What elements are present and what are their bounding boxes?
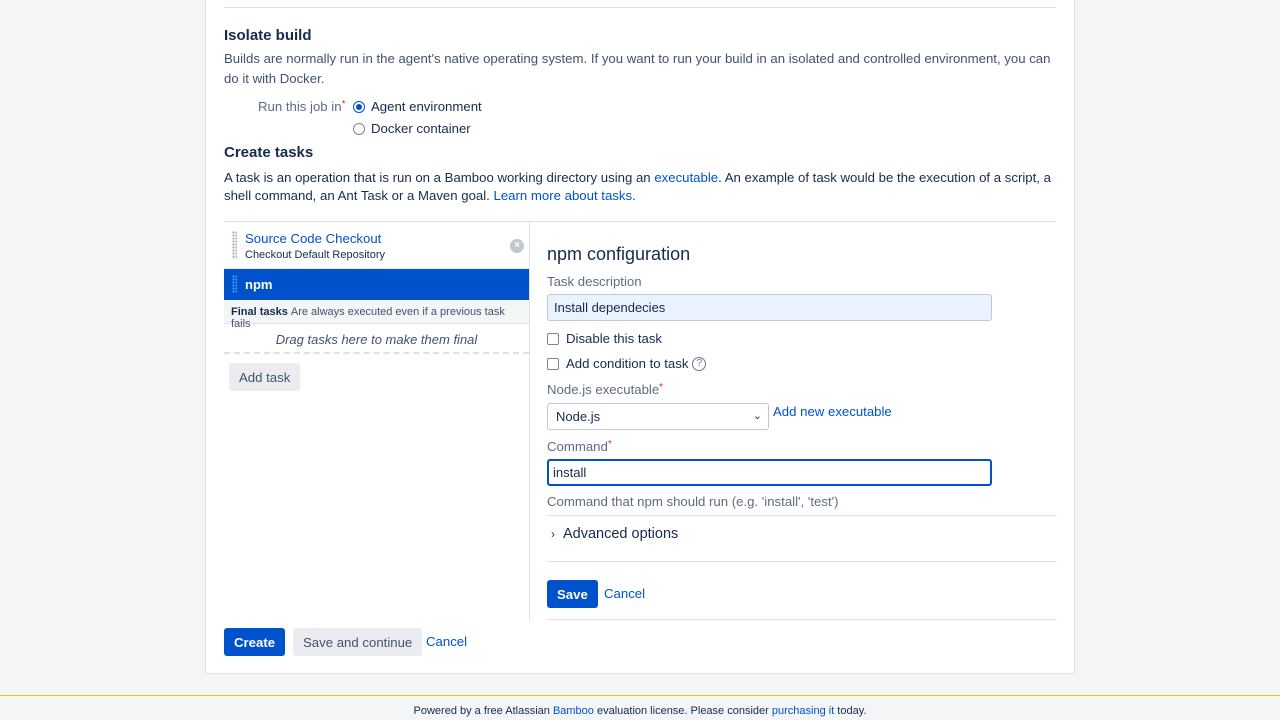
radio-checked-icon[interactable] — [353, 101, 365, 113]
advanced-options-toggle[interactable]: › Advanced options — [551, 526, 679, 542]
learn-more-tasks-link[interactable]: Learn more about tasks — [493, 188, 633, 203]
required-marker: * — [341, 99, 346, 110]
task-name[interactable]: Source Code Checkout — [245, 231, 382, 246]
task-name[interactable]: npm — [245, 277, 273, 292]
drag-handle-icon[interactable] — [232, 275, 237, 293]
section-divider — [547, 619, 1057, 620]
add-condition-checkbox[interactable] — [547, 356, 706, 371]
chevron-right-icon: › — [551, 527, 555, 541]
disable-task-label: Disable this task — [566, 331, 663, 346]
task-item-npm[interactable] — [224, 269, 529, 300]
command-input[interactable]: install — [547, 459, 992, 486]
section-divider — [547, 515, 1057, 516]
task-description-input[interactable]: Install dependecies — [547, 294, 992, 321]
cancel-link[interactable]: Cancel — [426, 634, 468, 649]
section-divider — [224, 7, 1056, 8]
radio-docker-container[interactable] — [353, 121, 471, 136]
task-subtitle: Checkout Default Repository — [245, 249, 386, 261]
isolate-build-heading: Isolate build — [224, 27, 312, 44]
radio-docker-container-label: Docker container — [371, 121, 471, 136]
radio-agent-environment[interactable] — [353, 99, 482, 114]
checkbox-icon[interactable] — [547, 333, 559, 345]
disable-task-checkbox[interactable] — [547, 331, 662, 346]
section-divider — [547, 561, 1057, 562]
job-form-panel — [205, 0, 1075, 674]
run-job-in-label: Run this job in* — [258, 99, 346, 114]
checkbox-icon[interactable] — [547, 358, 559, 370]
chevron-down-icon: ⌄ — [752, 410, 762, 422]
drag-handle-icon[interactable] — [232, 231, 237, 259]
radio-agent-environment-label: Agent environment — [371, 99, 482, 114]
nodejs-executable-label: Node.js executable* — [547, 382, 664, 397]
executable-link[interactable]: executable — [654, 170, 719, 185]
save-and-continue-button[interactable]: Save and continue — [293, 628, 422, 656]
final-tasks-drop-zone[interactable]: Drag tasks here to make them final — [224, 324, 529, 354]
add-task-button[interactable]: Add task — [229, 363, 300, 391]
final-tasks-note: Are always executed even if a previous task fails — [231, 306, 505, 330]
create-tasks-description: A task is an operation that is run on a Bamboo working directory using an executable. An example of task would be the execution of a script, a shell command, an Ant Task or a Maven goal. Learn more about tasks. — [224, 170, 1051, 203]
license-footer: Powered by a free Atlassian Bamboo evaluation license. Please consider purchasing it today. — [0, 695, 1280, 720]
create-button[interactable]: Create — [224, 628, 285, 656]
command-hint: Command that npm should run (e.g. 'install', 'test') — [547, 494, 839, 509]
task-description-label: Task description — [547, 274, 642, 289]
final-tasks-label: Final tasks — [231, 306, 288, 318]
add-new-executable-link[interactable]: Add new executable — [773, 404, 892, 419]
purchasing-link[interactable]: purchasing it — [771, 705, 835, 717]
task-list — [224, 222, 530, 620]
remove-task-icon[interactable]: × — [510, 239, 524, 253]
nodejs-executable-select[interactable]: Node.js ⌄ — [547, 403, 769, 430]
cancel-task-link[interactable]: Cancel — [604, 586, 646, 601]
final-tasks-header — [224, 300, 529, 330]
configuration-title: npm configuration — [547, 244, 691, 264]
isolate-build-description: Builds are normally run in the agent's native operating system. If you want to run your build in an isolated and controlled environment, you can do it with Docker. — [224, 51, 1051, 86]
command-label: Command* — [547, 439, 612, 454]
save-task-button[interactable]: Save — [547, 580, 598, 608]
help-icon[interactable]: ? — [692, 357, 706, 371]
radio-unchecked-icon[interactable] — [353, 123, 365, 135]
create-tasks-heading: Create tasks — [224, 144, 314, 161]
task-item-source-code-checkout[interactable] — [224, 222, 529, 269]
bamboo-link[interactable]: Bamboo — [552, 705, 594, 717]
add-condition-label: Add condition to task — [566, 356, 689, 371]
